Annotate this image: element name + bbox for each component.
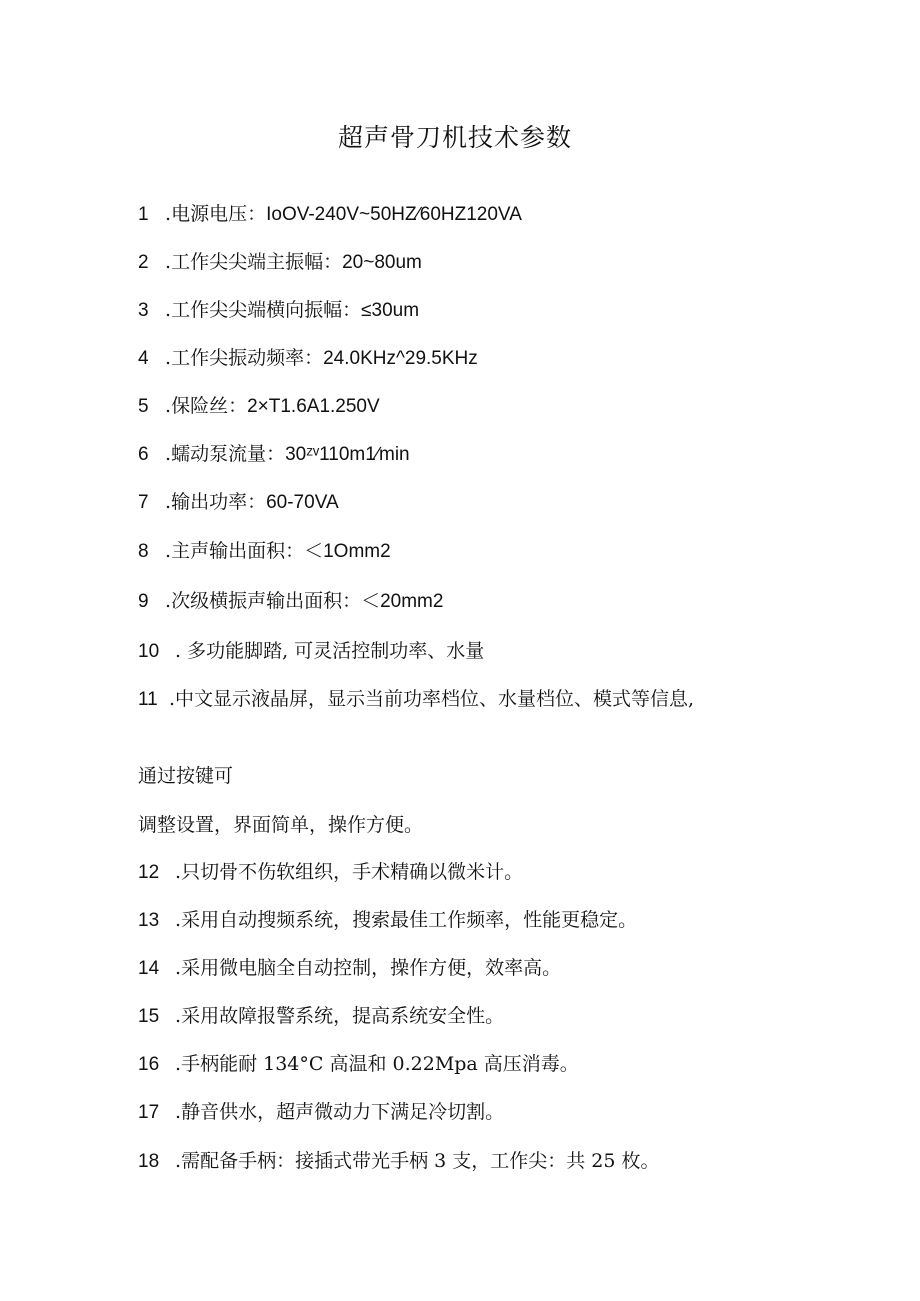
- spec-item-12: [138, 859, 750, 886]
- spec-item-11: [138, 686, 750, 713]
- spec-item-2: [138, 249, 750, 276]
- item-label: .需配备手柄：接插式带光手柄 3 支，工作尖：共 25 枚。: [175, 1150, 660, 1172]
- item-label: .采用自动搜频系统，搜索最佳工作频率，性能更稳定。: [175, 909, 638, 931]
- spec-item-1: [138, 201, 750, 228]
- item-value: 20mm2: [380, 591, 444, 612]
- item-number: 1: [138, 204, 149, 225]
- item-number: 9: [138, 591, 149, 612]
- item-number: 3: [138, 300, 149, 321]
- item-label: .蠕动泵流量：: [165, 443, 286, 465]
- spec-item-18: [138, 1148, 750, 1175]
- spec-item-17: [138, 1099, 750, 1126]
- item-number: 6: [138, 444, 149, 465]
- document-title: 超声骨刀机技术参数: [337, 123, 572, 152]
- item-number: 17: [138, 1102, 160, 1123]
- item-label: .只切骨不伤软组织，手术精确以微米计。: [175, 861, 524, 883]
- item-value: 20~80um: [342, 252, 422, 273]
- spec-item-11-continued-2: [138, 812, 750, 838]
- spec-item-14: [138, 955, 750, 982]
- item-label: 通过按键可: [138, 765, 234, 787]
- item-label: .手柄能耐 134°C 高温和 0.22Mpa 高压消毒。: [175, 1053, 579, 1075]
- item-number: 5: [138, 396, 149, 417]
- item-number: 10: [138, 641, 160, 662]
- item-value: 2×T1.6A1.250V: [247, 396, 380, 417]
- item-number: 8: [138, 541, 149, 562]
- item-label: .保险丝：: [165, 395, 248, 417]
- item-label: .工作尖振动频率：: [165, 347, 324, 369]
- item-label: .中文显示液晶屏，显示当前功率档位、水量档位、模式等信息,: [169, 688, 695, 710]
- spec-item-10: [138, 638, 750, 665]
- item-label: .静音供水，超声微动力下满足冷切割。: [175, 1101, 505, 1123]
- item-label: .电源电压：: [165, 203, 267, 225]
- spec-item-7: [138, 489, 750, 516]
- item-number: 11: [138, 689, 158, 710]
- spec-item-9: [138, 588, 750, 615]
- item-label: 调整设置，界面简单，操作方便。: [138, 814, 424, 836]
- spec-item-13: [138, 907, 750, 934]
- spec-item-15: [138, 1003, 750, 1030]
- item-number: 4: [138, 348, 149, 369]
- item-number: 18: [138, 1151, 160, 1172]
- item-value: 24.0KHz^29.5KHz: [323, 348, 478, 369]
- spec-item-11-continued: [138, 763, 750, 789]
- item-number: 13: [138, 910, 160, 931]
- item-value: 1Omm2: [323, 541, 391, 562]
- item-value: 30ᶻᵛ110m1∕min: [285, 444, 410, 465]
- item-value: 60-70VA: [266, 492, 339, 513]
- item-value: IoOV-240V~50HZ∕60HZ120VA: [266, 204, 522, 225]
- item-number: 15: [138, 1006, 160, 1027]
- item-label: .采用微电脑全自动控制，操作方便，效率高。: [175, 957, 562, 979]
- item-label: .主声输出面积：＜: [165, 540, 324, 562]
- item-number: 2: [138, 252, 149, 273]
- spec-item-6: [138, 441, 750, 468]
- spec-item-5: [138, 393, 750, 420]
- item-value: ≤30um: [361, 300, 420, 321]
- item-number: 12: [138, 862, 160, 883]
- spec-item-8: [138, 538, 750, 565]
- item-label: .工作尖尖端横向振幅：: [165, 299, 362, 321]
- item-label: .次级横振声输出面积：＜: [165, 590, 381, 612]
- item-label: .采用故障报警系统，提高系统安全性。: [175, 1005, 505, 1027]
- item-number: 16: [138, 1054, 160, 1075]
- item-number: 7: [138, 492, 149, 513]
- item-label: .工作尖尖端主振幅：: [165, 251, 343, 273]
- spec-item-4: [138, 345, 750, 372]
- item-label: .输出功率：: [165, 491, 267, 513]
- spec-item-3: [138, 297, 750, 324]
- spec-item-16: [138, 1051, 750, 1078]
- item-label: . 多功能脚踏, 可灵活控制功率、水量: [175, 640, 485, 662]
- item-number: 14: [138, 958, 160, 979]
